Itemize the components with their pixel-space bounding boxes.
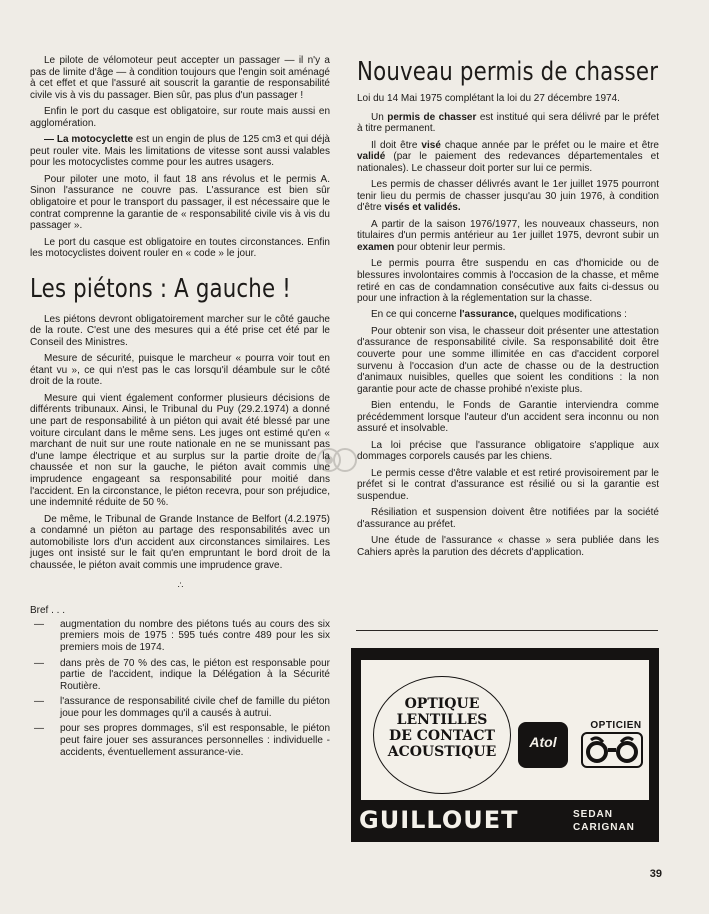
permis-paragraph: Pour obtenir son visa, le chasseur doit présenter une attestation d'assurance de responsabilité civile. Sa responsabilité doit être couverte pour une somme illimitée en cas d'accident corporel survenu à l'occasion d'un acte de chasse ou de la destruction d'animaux nuisibles, quelles que soient les conditions : la non garantie pour acte de chasse prohibé n'existe plus. xyxy=(357,325,659,395)
permis-paragraph: A partir de la saison 1976/1977, les nouveaux chasseurs, non titulaires d'un permis antérieur au 1er juillet 1975, devront subir un examen pour obtenir leur permis. xyxy=(357,218,659,253)
bref-item: — augmentation du nombre des piétons tués au cours des six premiers mois de 1975 : 595 tués contre 489 pour les six premiers mois de 1974. xyxy=(30,619,330,654)
ad-line: DE CONTACT xyxy=(389,728,495,744)
intro-paragraph: Enfin le port du casque est obligatoire, sur route mais aussi en agglomération. xyxy=(30,106,330,129)
ad-panel xyxy=(361,660,649,800)
pietons-paragraph: Mesure qui vient également conformer plusieurs décisions de différents tribunaux. Ainsi, le Tribunal du Puy (29.2.1974) a donné une part de responsabilité à un piéton qui avait été blessé par une voiture circulant dans le même sens. Les juges ont estimé qu'en « marchant de nuit sur une route nationale en ne se munissant pas d'une lampe électrique et au surplus sur la partie droite de la chaussée et non sur la gauche, le piéton avait commis une imprudence engageant sa responsabilité pour moitié dans l'accident. En la circonstance, le piéton recevra, pour son préjudice, une indemnité réduite de 50 %. xyxy=(30,392,330,509)
permis-paragraph: Les permis de chasser délivrés avant le 1er juillet 1975 pourront tenir lieu du permis de chasser jusqu'au 30 juin 1976, à condition d'être visés et validés. xyxy=(357,179,659,214)
motocyclette-term: — La motocyclette xyxy=(44,134,134,146)
ad-services xyxy=(379,696,505,760)
ad-line: ACOUSTIQUE xyxy=(387,744,497,760)
opticien-logo-icon xyxy=(581,732,643,768)
permis-paragraph: Le permis pourra être suspendu en cas d'homicide ou de blessures involontaires commis à l'occasion de la chasse, et même retiré en cas de condamnation consécutive aux faits ci-dessus ou pour une infraction à la réglementation sur la chasse. xyxy=(357,258,659,305)
permis-paragraph: Résiliation et suspension doivent être notifiées par la société d'assurance au préfet. xyxy=(357,507,659,530)
ad-line: OPTIQUE xyxy=(404,696,480,712)
bref-label: Bref . . . xyxy=(30,605,66,617)
bref-item: — l'assurance de responsabilité civile chef de famille du piéton joue pour les dommages qu'il a causés à autrui. xyxy=(30,696,330,719)
section-rule xyxy=(356,630,658,631)
ad-towns xyxy=(573,808,653,834)
page-number: 39 xyxy=(649,868,662,880)
pietons-paragraph: Mesure de sécurité, puisque le marcheur « pourra voir tout en étant vu », ce qui n'est pas le cas lorsqu'il déambule sur le côté droit de la route. xyxy=(30,353,330,388)
pietons-paragraph: Les piétons devront obligatoirement marcher sur le côté gauche de la route. C'est une des mesures qui a été prise cet été par le Conseil des Ministres. xyxy=(30,313,330,348)
moto-paragraph: Le port du casque est obligatoire en toutes circonstances. Enfin les motocyclistes doivent rouler en « code » le jour. xyxy=(30,236,330,260)
ad-business-name: GUILLOUET xyxy=(359,806,519,834)
advertisement xyxy=(351,648,659,842)
ad-town: CARIGNAN xyxy=(573,822,635,833)
library-stamp-icon xyxy=(315,442,359,478)
left-column xyxy=(30,55,330,762)
atol-brand: Atol xyxy=(529,734,557,750)
pietons-heading: Les piétons : A gauche ! xyxy=(30,273,291,304)
opticien-label: OPTICIEN xyxy=(590,720,642,731)
permis-paragraph: Une étude de l'assurance « chasse » sera publiée dans les Cahiers après la parution des décrets d'application. xyxy=(357,535,659,558)
bref-item: — pour ses propres dommages, s'il est responsable, le piéton peut faire jouer ses assurances personnelles : individuelle - accidents, éventuellement assurance-vie. xyxy=(30,723,330,758)
right-column xyxy=(357,57,659,563)
permis-paragraph: Il doit être visé chaque année par le préfet ou le maire et être validé (par le paiement des redevances départementales et nationales). Le chasseur doit porter sur lui ce permis. xyxy=(357,139,659,174)
motocyclette-paragraph: — La motocyclette est un engin de plus de 125 cm3 et qui déjà peut rouler vite. Mais les limitations de vitesse sont aussi valables pour les motocyclistes comme pour les autres usagers. xyxy=(30,134,330,169)
atol-logo-icon xyxy=(518,722,568,768)
ad-town: SEDAN xyxy=(573,809,614,820)
permis-paragraph: La loi précise que l'assurance obligatoire s'applique aux dommages corporels causés par les chiens. xyxy=(357,439,659,463)
permis-paragraph: Le permis cesse d'être valable et est retiré provisoirement par le préfet si le contrat d'assurance est résilié ou si la garantie est suspendue. xyxy=(357,467,659,502)
section-separator: ∴ xyxy=(177,579,183,590)
ad-line: LENTILLES xyxy=(396,712,488,728)
permis-subtitle: Loi du 14 Mai 1975 complétant la loi du 27 décembre 1974. xyxy=(357,93,620,104)
intro-paragraph: Le pilote de vélomoteur peut accepter un passager — il n'y a pas de limite d'âge — à condition toujours que l'engin soit aménagé à cet effet et que l'assuré ait souscrit la garantie de responsabilité civile vis à vis du passager. Bien sûr, pas plus d'un passager ! xyxy=(30,55,330,101)
pietons-paragraph: De même, le Tribunal de Grande Instance de Belfort (4.2.1975) a condamné un piéton au partage des responsabilités avec un automobiliste lors d'un accident aux circonstances similaires. Les juges ont insisté sur le fait qu'en empruntant le bord droit de la chaussée, le piéton avait commis une imprudence grave. xyxy=(30,513,330,571)
permis-paragraph: Bien entendu, le Fonds de Garantie interviendra comme précédemment lorsque l'auteur d'un accident sera inconnu ou non assuré et insolvable. xyxy=(357,400,659,435)
bref-list xyxy=(30,619,330,759)
moto-paragraph: Pour piloter une moto, il faut 18 ans révolus et le permis A. Sinon l'assurance ne couvre pas. L'assurance est bien sûr obligatoire et pour le transport du passager, il est nécessaire que le contrat comprenne la garantie de « responsabilité civile vis à vis du passager ». xyxy=(30,173,330,232)
bref-item: — dans près de 70 % des cas, le piéton est responsable pour partie de l'accident, indique la Délégation à la Sécurité Routière. xyxy=(30,658,330,693)
permis-paragraph: Un permis de chasser est institué qui sera délivré par le préfet à titre permanent. xyxy=(357,111,660,135)
permis-paragraph: En ce qui concerne l'assurance, quelques modifications : xyxy=(371,309,627,321)
permis-heading: Nouveau permis de chasser xyxy=(357,57,659,87)
